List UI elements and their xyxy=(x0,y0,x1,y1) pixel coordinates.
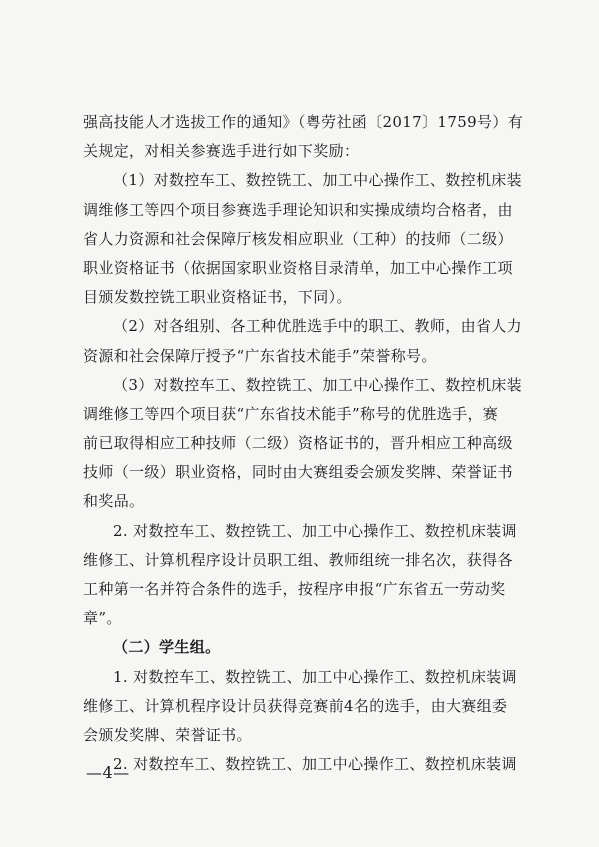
text-line: 和奖品。 xyxy=(83,492,145,511)
text-line: 维修工、计算机程序设计员获得竞赛前4名的选手，由大赛组委 xyxy=(83,696,508,715)
text-line: 2. 对数控车工、数控铣工、加工中心操作工、数控机床装调 xyxy=(113,755,517,774)
text-line: 工种第一名并符合条件的选手，按程序申报“广东省五一劳动奖 xyxy=(83,580,506,598)
text-line: 章”。 xyxy=(83,609,122,628)
text-line: 关规定，对相关参赛选手进行如下奖励： xyxy=(83,142,360,161)
text-line: （1）对数控车工、数控铣工、加工中心操作工、数控机床装 xyxy=(113,171,522,190)
body-text xyxy=(83,108,523,779)
text-line: 职业资格证书（依据国家职业资格目录清单，加工中心操作工项 xyxy=(83,258,513,277)
text-line: 调维修工等四个项目获“广东省技术能手”称号的优胜选手，赛 xyxy=(83,404,499,423)
text-line: 2. 对数控车工、数控铣工、加工中心操作工、数控机床装调 xyxy=(113,521,517,540)
text-line: 强高技能人才选拔工作的通知》（粤劳社函〔2017〕1759号）有 xyxy=(83,113,524,131)
text-line: 前已取得相应工种技师（二级）资格证书的，晋升相应工种高级 xyxy=(83,434,513,453)
text-line: （3）对数控车工、数控铣工、加工中心操作工、数控机床装 xyxy=(113,375,522,394)
text-line: 会颁发奖牌、荣誉证书。 xyxy=(83,725,252,744)
text-line: （2）对各组别、各工种优胜选手中的职工、教师，由省人力 xyxy=(113,317,522,336)
section-heading: （二）学生组。 xyxy=(113,638,221,657)
text-line: 1. 对数控车工、数控铣工、加工中心操作工、数控机床装调 xyxy=(113,667,517,686)
text-line: 技师（一级）职业资格，同时由大赛组委会颁发奖牌、荣誉证书 xyxy=(83,463,513,482)
page-number: —4— xyxy=(86,763,130,782)
text-line: 资源和社会保障厅授予“广东省技术能手”荣誉称号。 xyxy=(83,346,437,365)
text-line: 目颁发数控铣工职业资格证书，下同）。 xyxy=(83,288,352,307)
text-line: 省人力资源和社会保障厅核发相应职业（工种）的技师（二级） xyxy=(83,229,513,248)
text-line: 维修工、计算机程序设计员职工组、教师组统一排名次，获得各 xyxy=(83,550,513,569)
text-line: 调维修工等四个项目参赛选手理论知识和实操成绩均合格者，由 xyxy=(83,200,513,219)
